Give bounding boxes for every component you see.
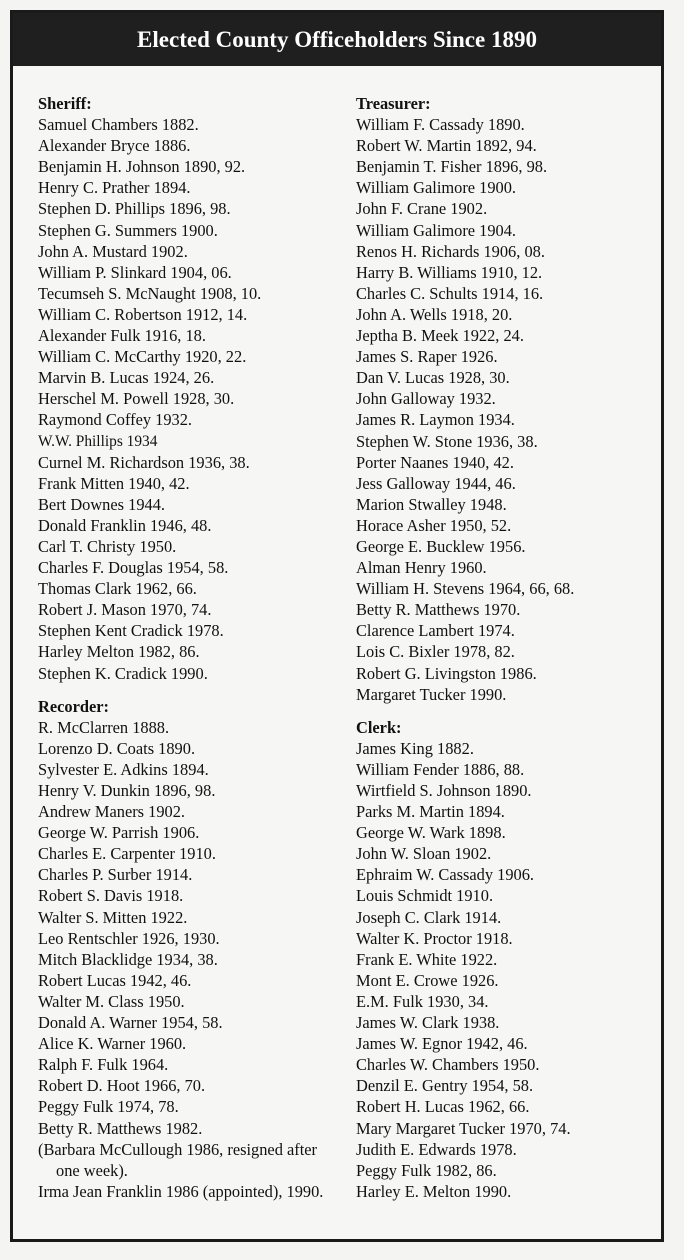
officeholder-entry: Irma Jean Franklin 1986 (appointed), 1990. (38, 1181, 324, 1201)
officeholder-entry: Henry V. Dunkin 1896, 98. (38, 781, 216, 800)
entry-list (38, 717, 338, 1202)
officeholder-entry: Robert D. Hoot 1966, 70. (38, 1076, 206, 1096)
officeholder-entry: Marion Stwalley 1948. (356, 494, 507, 514)
officeholder-entry: Charles P. Surber 1914. (38, 865, 193, 885)
left-column (38, 93, 338, 1214)
section-heading: Treasurer: (356, 94, 431, 113)
officeholder-entry: William C. McCarthy 1920, 22. (38, 347, 247, 367)
officeholder-entry: Peggy Fulk 1974, 78. (38, 1097, 179, 1117)
officeholder-entry: (Barbara McCullough 1986, resigned after one week). (38, 1139, 318, 1180)
officeholder-entry: Stephen G. Summers 1900. (38, 220, 218, 240)
officeholder-entry: Robert J. Mason 1970, 74. (38, 600, 212, 620)
section-heading: Recorder: (38, 696, 109, 716)
officeholder-entry: John F. Crane 1902. (356, 199, 488, 219)
officeholder-entry: Renos H. Richards 1906, 08. (356, 241, 545, 261)
officeholder-entry: Marvin B. Lucas 1924, 26. (38, 368, 215, 388)
section-heading: Clerk: (356, 717, 402, 737)
officeholder-entry: Horace Asher 1950, 52. (356, 515, 512, 535)
officeholder-entry: Joseph C. Clark 1914. (356, 907, 502, 927)
officeholder-entry: James W. Egnor 1942, 46. (356, 1034, 528, 1054)
officeholder-entry: Lois C. Bixler 1978, 82. (356, 642, 515, 662)
officeholder-entry: Tecumseh S. McNaught 1908, 10. (38, 283, 262, 303)
officeholder-entry: Jess Galloway 1944, 46. (356, 473, 516, 493)
officeholder-entry: Stephen K. Cradick 1990. (38, 663, 208, 683)
officeholder-entry: Alexander Fulk 1916, 18. (38, 326, 206, 346)
officeholder-entry: Ephraim W. Cassady 1906. (356, 865, 535, 885)
officeholder-entry: Thomas Clark 1962, 66. (38, 579, 197, 599)
officeholder-entry: Harry B. Williams 1910, 12. (356, 262, 543, 282)
officeholder-entry: Stephen D. Phillips 1896, 98. (38, 199, 231, 219)
officeholder-entry: Ralph F. Fulk 1964. (38, 1055, 169, 1075)
officeholder-entry: William H. Stevens 1964, 66, 68. (356, 579, 575, 599)
officeholder-entry: James S. Raper 1926. (356, 347, 498, 367)
officeholder-entry: William Galimore 1900. (356, 178, 517, 198)
officeholder-entry: Robert W. Martin 1892, 94. (356, 136, 537, 156)
officeholder-entry: Jeptha B. Meek 1922, 24. (356, 326, 524, 346)
officeholder-entry: Walter M. Class 1950. (38, 991, 185, 1011)
right-column (356, 93, 656, 1214)
officeholder-entry: Denzil E. Gentry 1954, 58. (356, 1076, 534, 1096)
officeholder-entry: Judith E. Edwards 1978. (356, 1139, 517, 1159)
officeholder-entry: W.W. Phillips 1934 (38, 432, 158, 450)
officeholder-entry: Samuel Chambers 1882. (38, 115, 199, 135)
officeholder-entry: Frank Mitten 1940, 42. (38, 473, 190, 493)
officeholder-entry: William P. Slinkard 1904, 06. (38, 262, 232, 282)
officeholder-entry: Harley E. Melton 1990. (356, 1181, 512, 1201)
officeholder-entry: Alice K. Warner 1960. (38, 1034, 187, 1054)
officeholder-entry: Betty R. Matthews 1982. (38, 1118, 203, 1138)
officeholder-entry: Dan V. Lucas 1928, 30. (356, 368, 510, 388)
section-recorder (38, 696, 338, 1202)
officeholder-entry: Robert S. Davis 1918. (38, 886, 184, 906)
officeholder-entry: George W. Wark 1898. (356, 823, 506, 843)
officeholder-entry: James King 1882. (356, 738, 474, 758)
officeholder-entry: Charles F. Douglas 1954, 58. (38, 558, 229, 578)
officeholder-entry: Raymond Coffey 1932. (38, 410, 193, 430)
officeholder-entry: Walter S. Mitten 1922. (38, 907, 188, 927)
officeholder-entry: Stephen W. Stone 1936, 38. (356, 431, 538, 451)
officeholder-entry: R. McClarren 1888. (38, 717, 170, 737)
officeholder-entry: James W. Clark 1938. (356, 1013, 500, 1033)
officeholder-entry: Alman Henry 1960. (356, 558, 487, 578)
entry-list (356, 114, 656, 705)
officeholder-entry: John A. Mustard 1902. (38, 241, 188, 261)
section-clerk (356, 717, 656, 1202)
entry-list (356, 738, 656, 1202)
officeholder-entry: Bert Downes 1944. (38, 494, 166, 514)
officeholder-entry: Donald Franklin 1946, 48. (38, 515, 212, 535)
officeholder-entry: Robert G. Livingston 1986. (356, 663, 537, 683)
officeholder-entry: Betty R. Matthews 1970. (356, 600, 521, 620)
section-sheriff (38, 93, 338, 684)
officeholder-entry: Parks M. Martin 1894. (356, 802, 505, 822)
section-treasurer (356, 93, 656, 705)
officeholder-entry: Mitch Blacklidge 1934, 38. (38, 949, 218, 969)
officeholder-entry: John A. Wells 1918, 20. (356, 304, 513, 324)
officeholder-entry: William C. Robertson 1912, 14. (38, 304, 248, 324)
officeholder-entry: Margaret Tucker 1990. (356, 684, 507, 704)
officeholder-entry: Porter Naanes 1940, 42. (356, 452, 514, 472)
officeholder-entry: William F. Cassady 1890. (356, 115, 525, 135)
officeholder-entry: Carl T. Christy 1950. (38, 536, 177, 556)
officeholder-entry: Frank E. White 1922. (356, 949, 498, 969)
officeholder-entry: Herschel M. Powell 1928, 30. (38, 389, 235, 409)
officeholder-entry: Mont E. Crowe 1926. (356, 970, 499, 990)
officeholder-entry: Walter K. Proctor 1918. (356, 928, 513, 948)
entry-list (38, 114, 338, 684)
officeholder-entry: George E. Bucklew 1956. (356, 536, 526, 556)
officeholder-entry: Clarence Lambert 1974. (356, 621, 515, 641)
officeholder-entry: Alexander Bryce 1886. (38, 136, 191, 156)
page-title: Elected County Officeholders Since 1890 (13, 13, 661, 66)
officeholder-entry: Henry C. Prather 1894. (38, 178, 191, 198)
officeholder-entry: Stephen Kent Cradick 1978. (38, 621, 224, 641)
officeholder-entry: Wirtfield S. Johnson 1890. (356, 781, 532, 800)
section-heading: Sheriff: (38, 94, 92, 113)
officeholder-entry: Charles E. Carpenter 1910. (38, 844, 216, 864)
document-frame (10, 10, 664, 1242)
officeholder-entry: Donald A. Warner 1954, 58. (38, 1013, 223, 1033)
officeholder-entry: William Galimore 1904. (356, 220, 517, 240)
officeholder-entry: George W. Parrish 1906. (38, 823, 200, 843)
officeholder-entry: Mary Margaret Tucker 1970, 74. (356, 1118, 571, 1138)
officeholder-entry: Benjamin T. Fisher 1896, 98. (356, 157, 548, 177)
officeholder-entry: Harley Melton 1982, 86. (38, 642, 200, 662)
officeholder-entry: Charles W. Chambers 1950. (356, 1055, 540, 1075)
officeholder-entry: Peggy Fulk 1982, 86. (356, 1160, 497, 1180)
officeholder-entry: John Galloway 1932. (356, 389, 496, 409)
officeholder-entry: Curnel M. Richardson 1936, 38. (38, 452, 250, 472)
officeholder-entry: Leo Rentschler 1926, 1930. (38, 928, 220, 948)
officeholder-entry: Sylvester E. Adkins 1894. (38, 759, 209, 779)
officeholder-entry: Benjamin H. Johnson 1890, 92. (38, 157, 246, 177)
officeholder-entry: John W. Sloan 1902. (356, 844, 492, 864)
officeholder-entry: Robert H. Lucas 1962, 66. (356, 1097, 530, 1117)
officeholder-entry: E.M. Fulk 1930, 34. (356, 991, 489, 1011)
officeholder-entry: Robert Lucas 1942, 46. (38, 970, 192, 990)
officeholder-entry: Lorenzo D. Coats 1890. (38, 738, 196, 758)
officeholder-entry: William Fender 1886, 88. (356, 759, 525, 779)
officeholder-entry: Louis Schmidt 1910. (356, 886, 494, 906)
officeholder-entry: Andrew Maners 1902. (38, 802, 186, 822)
officeholder-entry: James R. Laymon 1934. (356, 410, 515, 430)
officeholder-entry: Charles C. Schults 1914, 16. (356, 283, 544, 303)
